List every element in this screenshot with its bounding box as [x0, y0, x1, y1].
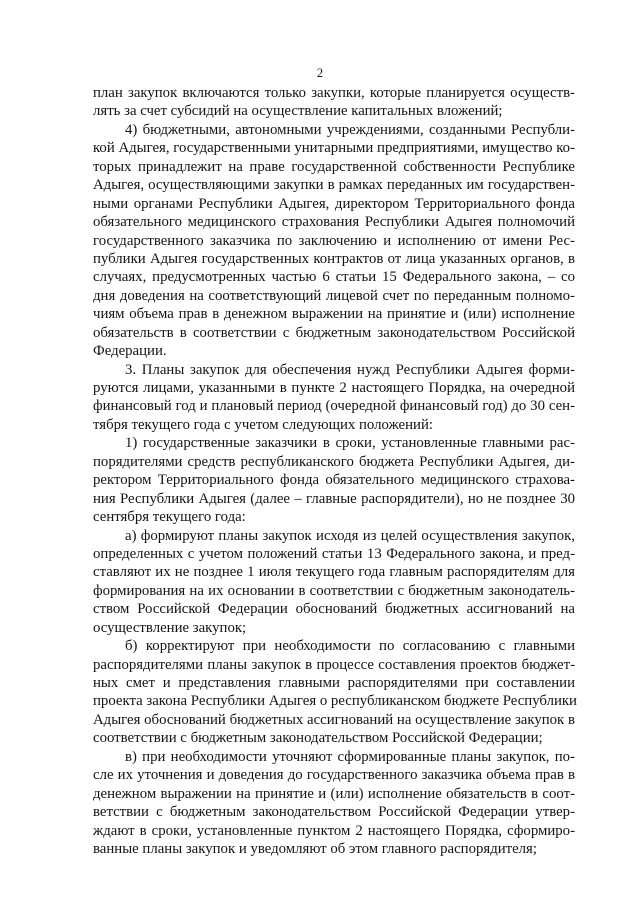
text-line: обязательного медицинского страхования Республики Адыгея полномочий: [93, 214, 575, 231]
text-line: ния Республики Адыгея (далее – главные распорядители), но не позднее 30: [93, 490, 575, 507]
text-line: проекта закона Республики Адыгея о республиканском бюджете Республики: [93, 693, 577, 710]
text-line: порядителями средств республиканского бюджета Республики Адыгея, ди-: [93, 453, 575, 470]
text-line: определенных с учетом положений статьи 13 Федерального закона, и пред-: [93, 545, 575, 562]
text-line: Адыгея обоснований бюджетных ассигнований на осуществление закупок в: [93, 711, 575, 728]
text-line: 1) государственные заказчики в сроки, установленные главными рас-: [125, 435, 575, 452]
document-body-text: [93, 84, 575, 858]
text-line: ванные планы закупок и уведомляют об этом главного распорядителя;: [93, 840, 537, 857]
text-line: осуществление закупок;: [93, 619, 247, 636]
text-line: б) корректируют при необходимости по согласованию с главными: [125, 638, 575, 655]
text-line: в) при необходимости уточняют сформированные планы закупок, по-: [125, 748, 575, 765]
text-line: торых принадлежит на праве государственной собственности Республике: [93, 158, 575, 175]
text-line: а) формируют планы закупок исходя из целей осуществления закупок,: [125, 527, 575, 544]
text-line: денежном выражении на принятие и (или) исполнение обязательств в соот-: [93, 785, 575, 802]
text-line: лять за счет субсидий на осуществление капитальных вложений;: [93, 103, 503, 120]
text-line: ректором Территориального фонда обязательного медицинского страхова-: [93, 472, 575, 489]
text-line: чиям объема прав в денежном выражении на принятие и (или) исполнение: [93, 306, 575, 323]
text-line: ных смет и представления главными распорядителями при составлении: [93, 675, 575, 691]
text-line: распорядителями планы закупок в процессе составления проектов бюджет-: [93, 656, 575, 673]
text-line: сле их уточнения и доведения до государственного заказчика объема прав в: [93, 767, 575, 784]
text-line: руются лицами, указанными в пункте 2 настоящего Порядка, на очередной: [93, 380, 575, 396]
text-line: государственного заказчика по заключению и исполнению от имени Рес-: [93, 232, 575, 249]
text-line: случаях, предусмотренных частью 6 статьи 15 Федерального закона, – со: [93, 269, 575, 286]
text-line: Адыгея, осуществляющими закупки в рамках переданных им государствен-: [93, 177, 575, 194]
text-line: 3. Планы закупок для обеспечения нужд Республики Адыгея форми-: [125, 361, 575, 378]
text-line: ставляют их не позднее 1 июля текущего года главным распорядителям для: [93, 564, 575, 581]
text-line: 4) бюджетными, автономными учреждениями, созданными Республи-: [125, 121, 575, 138]
text-line: формирования на их основании в соответствии с бюджетным законодатель-: [93, 582, 575, 599]
text-line: ветствии с бюджетным законодательством Российской Федерации утвер-: [93, 804, 575, 821]
text-line: соответствии с бюджетным законодательством Российской Федерации;: [93, 730, 543, 747]
text-line: сентября текущего года:: [93, 509, 246, 526]
text-line: публики Адыгея государственных контрактов от лица указанных органов, в: [93, 250, 575, 267]
text-line: тября текущего года с учетом следующих положений:: [93, 416, 433, 433]
text-line: ством Российской Федерации обоснований бюджетных ассигнований на: [93, 601, 575, 618]
text-line: кой Адыгея, государственными унитарными предприятиями, имущество ко-: [93, 140, 575, 157]
text-line: план закупок включаются только закупки, которые планируется осуществ-: [93, 85, 575, 101]
text-line: ными органами Республики Адыгея, директором Территориального фонда: [93, 195, 575, 212]
text-line: ждают в сроки, установленные пунктом 2 настоящего Порядка, сформиро-: [93, 822, 575, 839]
text-line: финансовый год и плановый период (очередной финансовый год) до 30 сен-: [93, 398, 575, 415]
page-number: 2: [316, 66, 324, 80]
text-line: Федерации.: [93, 343, 167, 360]
text-line: обязательств в соответствии с бюджетным законодательством Российской: [93, 324, 575, 341]
text-line: дня доведения на соответствующий лицевой счет по переданным полномо-: [93, 287, 575, 304]
